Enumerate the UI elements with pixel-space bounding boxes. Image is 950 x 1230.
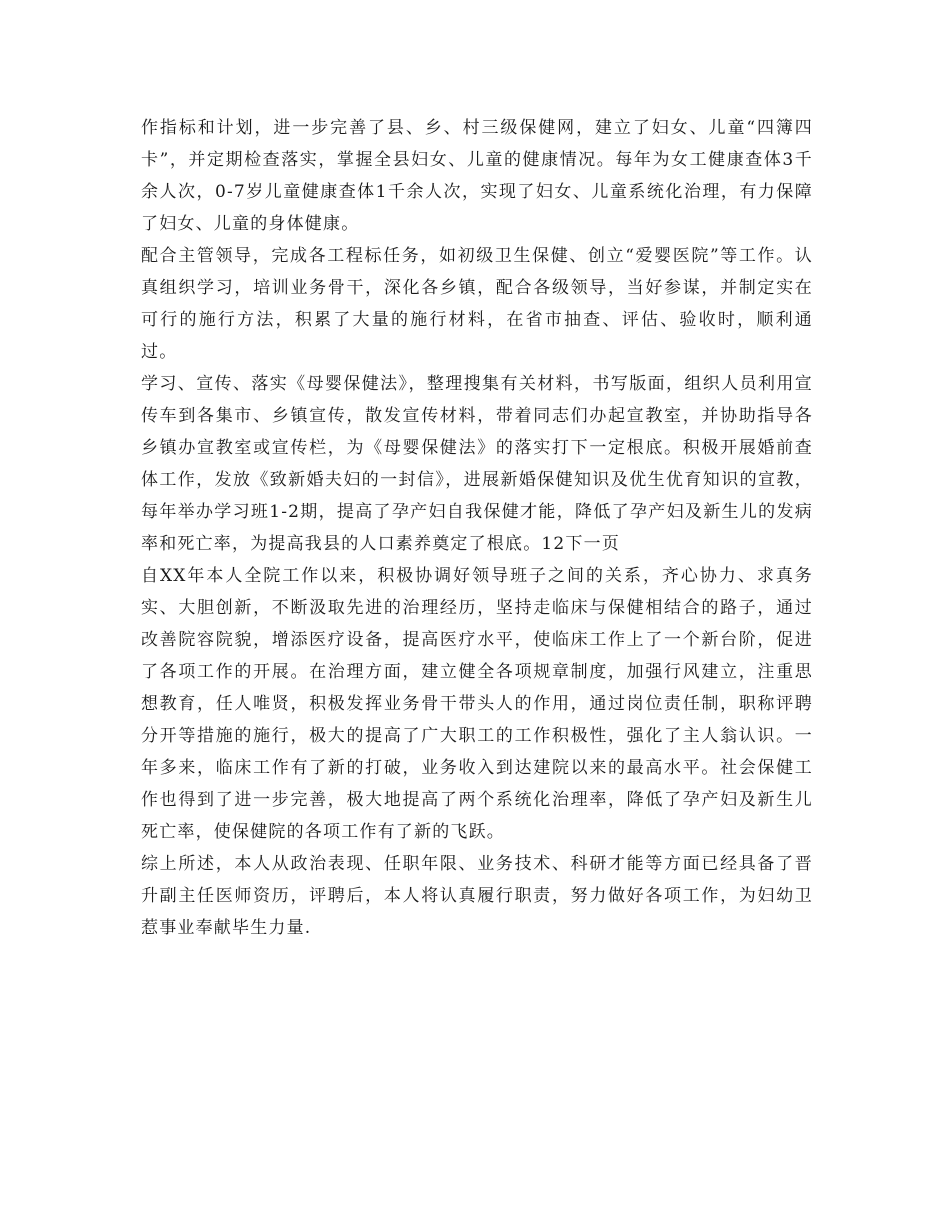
paragraph-2: 配合主管领导，完成各工程标任务，如初级卫生保健、创立“爱婴医院”等工作。认真组织学习，培训业务骨干，深化各乡镇，配合各级领导，当好参谋，并制定实在可行的施行方法，积累了大量的施行材料，在省市抽查、评估、验收时，顺利通过。 [141,246,813,362]
paragraph-4: 自XX年本人全院工作以来，积极协调好领导班子之间的关系，齐心协力、求真务实、大胆创新，不断汲取先进的治理经历，坚持走临床与保健相结合的路子，通过改善院容院貌，增添医疗设备，提高医疗水平，使临床工作上了一个新台阶，促进了各项工作的开展。在治理方面，建立健全各项规章制度，加强行风建立，注重思想教育，任人唯贤，积极发挥业务骨干带头人的作用，通过岗位责任制，职称评聘分开等措施的施行，极大的提高了广大职工的工作积极性，强化了主人翁认识。一年多来，临床工作有了新的打破，业务收入到达建院以来的最高水平。社会保健工作也得到了进一步完善，极大地提高了两个系统化治理率，降低了孕产妇及新生儿死亡率，使保健院的各项工作有了新的飞跃。 [141,566,813,842]
paragraph-1: 作指标和计划，进一步完善了县、乡、村三级保健网，建立了妇女、儿童“四簿四卡”，并定期检查落实，掌握全县妇女、儿童的健康情况。每年为女工健康查体3千余人次，0-7岁儿童健康查体1千余人次，实现了妇女、儿童系统化治理，有力保障了妇女、儿童的身体健康。 [141,118,813,234]
paragraph-3: 学习、宣传、落实《母婴保健法》，整理搜集有关材料，书写版面，组织人员利用宣传车到各集市、乡镇宣传，散发宣传材料，带着同志们办起宣教室，并协助指导各乡镇办宣教室或宣传栏，为《母婴保健法》的落实打下一定根底。积极开展婚前查体工作，发放《致新婚夫妇的一封信》，进展新婚保健知识及优生优育知识的宣教，每年举办学习班1-2期，提高了孕产妇自我保健才能，降低了孕产妇及新生儿的发病率和死亡率，为提高我县的人口素养奠定了根底。12下一页 [141,374,813,554]
paragraph-5: 综上所述，本人从政治表现、任职年限、业务技术、科研才能等方面已经具备了晋升副主任医师资历，评聘后，本人将认真履行职责，努力做好各项工作，为妇幼卫惹事业奉献毕生力量. [141,854,813,938]
document-body [141,112,813,944]
